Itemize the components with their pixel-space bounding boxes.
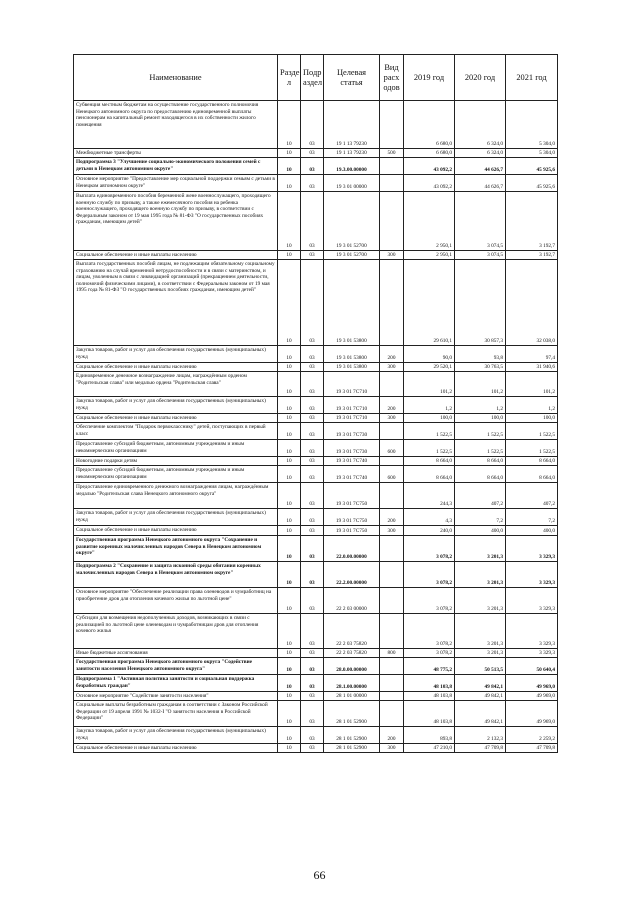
table-row: [74, 251, 558, 260]
row-value-2021: 50 640,4: [506, 658, 558, 675]
row-value-2021: 49 969,0: [506, 675, 558, 692]
table-row: [74, 346, 558, 363]
table-row: [74, 414, 558, 423]
table-row: [74, 372, 558, 397]
table-row: [74, 363, 558, 372]
row-target-article: 19 3 01 7C750: [324, 483, 380, 509]
row-name: Закупка товаров, работ и услуг для обеспечения государственных (муниципальных) нужд: [74, 397, 278, 414]
header-2021: 2021 год: [506, 55, 558, 101]
row-value-2020: 3 201,3: [455, 536, 506, 562]
row-section: 10: [278, 483, 301, 509]
table-row: [74, 101, 558, 149]
row-name: Основное мероприятие "Содействие занятости населения": [74, 692, 278, 701]
table-row: [74, 649, 558, 658]
row-target-article: 22 2 03 75820: [324, 649, 380, 658]
row-section: 10: [278, 423, 301, 440]
row-subsection: 03: [301, 701, 324, 727]
row-value-2019: 47 210,0: [404, 744, 455, 753]
row-value-2021: 100,0: [506, 414, 558, 423]
row-section: 10: [278, 363, 301, 372]
row-target-article: 19 3 01 53800: [324, 363, 380, 372]
row-target-article: 19 3 01 7C740: [324, 457, 380, 466]
table-row: [74, 614, 558, 649]
row-subsection: 03: [301, 727, 324, 744]
row-section: 10: [278, 562, 301, 588]
table-row: [74, 423, 558, 440]
row-value-2021: 49 969,0: [506, 701, 558, 727]
row-value-2019: 8 664,0: [404, 457, 455, 466]
header-2019: 2019 год: [404, 55, 455, 101]
row-target-article: 28 1 01 00000: [324, 692, 380, 701]
row-name: Закупка товаров, работ и услуг для обеспечения государственных (муниципальных) нужд: [74, 727, 278, 744]
row-value-2020: 100,0: [455, 414, 506, 423]
row-name: Подпрограмма 1 "Активная политика занятости и социальная поддержка безработных граждан": [74, 675, 278, 692]
table-row: [74, 701, 558, 727]
row-section: 10: [278, 149, 301, 158]
header-subsection: Подр аздел: [301, 55, 324, 101]
row-value-2020: 93,8: [455, 346, 506, 363]
row-value-2021: 1,2: [506, 397, 558, 414]
row-section: 10: [278, 727, 301, 744]
row-value-2019: 6 680,0: [404, 149, 455, 158]
table-row: [74, 744, 558, 753]
row-subsection: 03: [301, 614, 324, 649]
row-value-2021: 3 329,3: [506, 614, 558, 649]
row-target-article: 19 3 01 53800: [324, 346, 380, 363]
row-name: Обеспечение комплектом "Подарок первокласснику" детей, поступающих в первый класс: [74, 423, 278, 440]
row-value-2019: 1 522,5: [404, 423, 455, 440]
row-value-2019: 1,2: [404, 397, 455, 414]
row-name: Новогодние подарки детям: [74, 457, 278, 466]
row-value-2020: 47 709,8: [455, 744, 506, 753]
row-value-2019: 3 078,2: [404, 588, 455, 614]
row-target-article: 19 1 13 79230: [324, 149, 380, 158]
row-name: Субсидии для возмещения недополученных доходов, возникающих в связи с реализацией по льготной цене оленеводам и чумработницам дров для отопления кочевого жилья: [74, 614, 278, 649]
table-row: [74, 457, 558, 466]
table-row: [74, 692, 558, 701]
row-subsection: 03: [301, 251, 324, 260]
row-value-2020: 8 664,0: [455, 466, 506, 483]
row-value-2021: 2 259,2: [506, 727, 558, 744]
row-name: Государственная программа Ненецкого автономного округа "Содействие занятости населения Ненецкого автономного округа": [74, 658, 278, 675]
row-value-2020: 3 201,3: [455, 614, 506, 649]
header-name: Наименование: [74, 55, 278, 101]
row-section: 10: [278, 260, 301, 346]
row-value-2019: 101,2: [404, 372, 455, 397]
row-subsection: 03: [301, 260, 324, 346]
row-value-2021: 8 664,0: [506, 466, 558, 483]
row-section: 10: [278, 414, 301, 423]
row-expense-type: 600: [380, 466, 404, 483]
row-name: Предоставление субсидий бюджетным, автономным учреждениям и иным некоммерческим организациям: [74, 466, 278, 483]
row-value-2021: 1 522,5: [506, 423, 558, 440]
table-row: [74, 675, 558, 692]
row-subsection: 03: [301, 414, 324, 423]
row-value-2019: 6 680,0: [404, 101, 455, 149]
row-expense-type: 200: [380, 509, 404, 526]
row-name: Социальное обеспечение и иные выплаты населению: [74, 744, 278, 753]
row-target-article: 19 3 01 7C710: [324, 397, 380, 414]
table-row: [74, 158, 558, 175]
row-subsection: 03: [301, 101, 324, 149]
row-expense-type: [380, 483, 404, 509]
row-value-2021: 3 329,3: [506, 536, 558, 562]
row-value-2020: 3 074,5: [455, 192, 506, 251]
table-row: [74, 658, 558, 675]
row-target-article: 28.0.00.00000: [324, 658, 380, 675]
budget-table: [73, 54, 558, 753]
row-subsection: 03: [301, 692, 324, 701]
row-expense-type: 200: [380, 727, 404, 744]
table-row: [74, 192, 558, 251]
row-value-2021: 47 709,8: [506, 744, 558, 753]
row-value-2019: 3 078,2: [404, 649, 455, 658]
row-target-article: 19 3 01 52700: [324, 192, 380, 251]
row-target-article: 19 1 13 79230: [324, 101, 380, 149]
row-subsection: 03: [301, 457, 324, 466]
row-expense-type: [380, 536, 404, 562]
row-expense-type: [380, 675, 404, 692]
row-target-article: 22 2 03 75820: [324, 614, 380, 649]
row-section: 10: [278, 175, 301, 192]
row-target-article: 22.2.00.00000: [324, 562, 380, 588]
row-value-2021: 5 304,0: [506, 101, 558, 149]
row-name: Социальное обеспечение и иные выплаты населению: [74, 526, 278, 536]
page-number: 66: [313, 868, 326, 882]
row-value-2019: 8 664,0: [404, 466, 455, 483]
row-section: 10: [278, 192, 301, 251]
row-value-2019: 3 078,2: [404, 614, 455, 649]
row-name: Субвенция местным бюджетам на осуществление государственного полномочия Ненецкого автономного округа по предоставлению единовременной выплаты пенсионерам на капитальный ремонт находящегося в их собственности жилого помещения: [74, 101, 278, 149]
row-subsection: 03: [301, 658, 324, 675]
table-row: [74, 483, 558, 509]
row-value-2021: 3 329,3: [506, 562, 558, 588]
row-target-article: 19 3 01 00000: [324, 175, 380, 192]
row-section: 10: [278, 509, 301, 526]
row-expense-type: [380, 372, 404, 397]
row-subsection: 03: [301, 397, 324, 414]
row-section: 10: [278, 466, 301, 483]
table-row: [74, 588, 558, 614]
row-section: 10: [278, 649, 301, 658]
row-expense-type: [380, 588, 404, 614]
table-row: [74, 526, 558, 536]
row-subsection: 03: [301, 192, 324, 251]
row-expense-type: [380, 423, 404, 440]
row-subsection: 03: [301, 363, 324, 372]
row-value-2020: 1,2: [455, 397, 506, 414]
row-section: 10: [278, 251, 301, 260]
row-value-2020: 49 842,1: [455, 675, 506, 692]
row-value-2020: 101,2: [455, 372, 506, 397]
row-name: Межбюджетные трансферты: [74, 149, 278, 158]
row-value-2020: 407,2: [455, 483, 506, 509]
header-expense-type: Вид расх одов: [380, 55, 404, 101]
row-subsection: 03: [301, 158, 324, 175]
row-subsection: 03: [301, 149, 324, 158]
table-row: [74, 440, 558, 457]
row-subsection: 03: [301, 466, 324, 483]
row-expense-type: 300: [380, 363, 404, 372]
row-section: 10: [278, 701, 301, 727]
row-expense-type: [380, 658, 404, 675]
row-value-2019: 244,3: [404, 483, 455, 509]
row-value-2021: 3 192,7: [506, 251, 558, 260]
row-name: Основное мероприятие "Обеспечение реализации права оленеводов и чумработниц на приобретение дров для отопления кочевого жилья по льготной цене": [74, 588, 278, 614]
row-value-2019: 48 103,8: [404, 701, 455, 727]
row-value-2019: 43 092,2: [404, 175, 455, 192]
row-value-2019: 48 775,2: [404, 658, 455, 675]
row-value-2019: 4,3: [404, 509, 455, 526]
row-name: Основное мероприятие "Предоставление мер социальной поддержки семьям с детьми в Ненецком автономном округе": [74, 175, 278, 192]
row-subsection: 03: [301, 675, 324, 692]
row-target-article: 19.3.00.00000: [324, 158, 380, 175]
row-expense-type: 500: [380, 149, 404, 158]
row-name: Предоставление единовременного денежного вознаграждения лицам, награждённым медалью "Родительская слава Ненецкого автономного округа": [74, 483, 278, 509]
row-expense-type: [380, 562, 404, 588]
row-name: Закупка товаров, работ и услуг для обеспечения государственных (муниципальных) нужд: [74, 509, 278, 526]
row-value-2019: 48 103,8: [404, 692, 455, 701]
row-value-2020: 30 857,3: [455, 260, 506, 346]
row-value-2020: 3 201,3: [455, 649, 506, 658]
row-subsection: 03: [301, 744, 324, 753]
row-name: Закупка товаров, работ и услуг для обеспечения государственных (муниципальных) нужд: [74, 346, 278, 363]
row-name: Социальное обеспечение и иные выплаты населению: [74, 414, 278, 423]
row-subsection: 03: [301, 175, 324, 192]
row-name: Подпрограмма 2 "Сохранение и защита исконной среды обитания коренных малочисленных народов Севера в Ненецком автономном округе": [74, 562, 278, 588]
row-value-2021: 3 192,7: [506, 192, 558, 251]
row-subsection: 03: [301, 372, 324, 397]
row-section: 10: [278, 101, 301, 149]
row-name: Социальное обеспечение и иные выплаты населению: [74, 363, 278, 372]
row-section: 10: [278, 536, 301, 562]
row-target-article: 19 3 01 7C740: [324, 466, 380, 483]
row-value-2019: 2 950,1: [404, 251, 455, 260]
header-section: Разде л: [278, 55, 301, 101]
row-section: 10: [278, 614, 301, 649]
row-section: 10: [278, 440, 301, 457]
table-row: [74, 175, 558, 192]
row-section: 10: [278, 372, 301, 397]
row-expense-type: 200: [380, 346, 404, 363]
header-2020: 2020 год: [455, 55, 506, 101]
row-value-2019: 100,0: [404, 414, 455, 423]
row-name: Единовременное денежное вознаграждение лицам, награждённым орденом "Родительская слава" или медалью ордена "Родительская слава": [74, 372, 278, 397]
row-subsection: 03: [301, 526, 324, 536]
row-name: Государственная программа Ненецкого автономного округа "Сохранение и развитие коренных малочисленных народов Севера в Ненецком автономном округе": [74, 536, 278, 562]
table-row: [74, 509, 558, 526]
row-value-2021: 32 038,0: [506, 260, 558, 346]
row-value-2019: 90,0: [404, 346, 455, 363]
row-expense-type: [380, 692, 404, 701]
row-value-2021: 31 940,6: [506, 363, 558, 372]
row-subsection: 03: [301, 440, 324, 457]
row-value-2020: 400,0: [455, 526, 506, 536]
table-row: [74, 149, 558, 158]
table-row: [74, 260, 558, 346]
row-target-article: 28 1 01 52900: [324, 744, 380, 753]
row-value-2021: 45 925,6: [506, 175, 558, 192]
row-value-2020: 6 324,0: [455, 101, 506, 149]
row-target-article: 28 1 01 52900: [324, 727, 380, 744]
row-expense-type: [380, 701, 404, 727]
row-value-2021: 7,2: [506, 509, 558, 526]
row-value-2020: 1 522,5: [455, 440, 506, 457]
row-value-2020: 7,2: [455, 509, 506, 526]
row-value-2019: 3 078,2: [404, 536, 455, 562]
row-section: 10: [278, 158, 301, 175]
row-section: 10: [278, 397, 301, 414]
row-value-2020: 44 626,7: [455, 175, 506, 192]
row-value-2019: 1 522,5: [404, 440, 455, 457]
row-value-2019: 43 092,2: [404, 158, 455, 175]
row-expense-type: 600: [380, 440, 404, 457]
row-subsection: 03: [301, 649, 324, 658]
row-value-2020: 49 842,1: [455, 701, 506, 727]
row-subsection: 03: [301, 588, 324, 614]
row-section: 10: [278, 588, 301, 614]
row-subsection: 03: [301, 509, 324, 526]
row-name: Социальное обеспечение и иные выплаты населению: [74, 251, 278, 260]
row-expense-type: [380, 101, 404, 149]
row-value-2020: 30 763,5: [455, 363, 506, 372]
row-value-2021: 3 329,3: [506, 649, 558, 658]
row-target-article: 19 3 01 7C710: [324, 372, 380, 397]
row-subsection: 03: [301, 536, 324, 562]
row-expense-type: 300: [380, 414, 404, 423]
table-row: [74, 536, 558, 562]
row-target-article: 19 3 01 7C730: [324, 440, 380, 457]
table-row: [74, 727, 558, 744]
row-value-2020: 44 626,7: [455, 158, 506, 175]
row-value-2021: 49 969,0: [506, 692, 558, 701]
row-subsection: 03: [301, 483, 324, 509]
row-name: Предоставление субсидий бюджетным, автономным учреждениям и иным некоммерческим организациям: [74, 440, 278, 457]
row-target-article: 19 3 01 7C710: [324, 414, 380, 423]
budget-table-sheet: [73, 54, 557, 753]
row-value-2021: 5 304,0: [506, 149, 558, 158]
row-expense-type: [380, 614, 404, 649]
row-section: 10: [278, 346, 301, 363]
row-value-2021: 400,0: [506, 526, 558, 536]
row-value-2019: 893,8: [404, 727, 455, 744]
row-target-article: 19 3 01 52700: [324, 251, 380, 260]
row-target-article: 19 3 01 53800: [324, 260, 380, 346]
row-section: 10: [278, 526, 301, 536]
row-target-article: 22.0.00.00000: [324, 536, 380, 562]
row-expense-type: [380, 175, 404, 192]
row-value-2020: 3 201,3: [455, 562, 506, 588]
row-expense-type: 300: [380, 251, 404, 260]
table-row: [74, 562, 558, 588]
row-subsection: 03: [301, 346, 324, 363]
row-value-2019: 2 950,1: [404, 192, 455, 251]
row-value-2020: 6 324,0: [455, 149, 506, 158]
row-name: Выплата государственных пособий лицам, не подлежащим обязательному социальному страхованию на случай временной нетрудоспособности и в связи с материнством, и лицам, уволенным в связи с ликвидацией организаций (прекращением деятельности, полномочий физическими лицами), в соответствии с Федеральным законом от 19 мая 1995 года № 81-ФЗ "О государственных пособиях гражданам, имеющим детей": [74, 260, 278, 346]
row-subsection: 03: [301, 423, 324, 440]
row-target-article: 22 2 03 00000: [324, 588, 380, 614]
row-target-article: 28.1.00.00000: [324, 675, 380, 692]
header-target-article: Целевая статья: [324, 55, 380, 101]
row-name: Выплата единовременного пособия беременной жене военнослужащего, проходящего военную службу по призыву, а также ежемесячного пособия на ребенка военнослужащего, проходящего военную службу по призыву, в соответствии с Федеральным законом от 19 мая 1995 года № 81-ФЗ "О государственных пособиях гражданам, имеющим детей": [74, 192, 278, 251]
row-section: 10: [278, 744, 301, 753]
row-value-2020: 2 132,3: [455, 727, 506, 744]
row-value-2021: 3 329,3: [506, 588, 558, 614]
row-value-2020: 3 074,5: [455, 251, 506, 260]
row-value-2021: 101,2: [506, 372, 558, 397]
row-section: 10: [278, 692, 301, 701]
row-name: Иные бюджетные ассигнования: [74, 649, 278, 658]
row-value-2019: 29 610,1: [404, 260, 455, 346]
table-row: [74, 466, 558, 483]
row-value-2019: 240,0: [404, 526, 455, 536]
row-value-2019: 3 078,2: [404, 562, 455, 588]
row-value-2019: 48 103,8: [404, 675, 455, 692]
row-value-2021: 407,2: [506, 483, 558, 509]
row-expense-type: 800: [380, 649, 404, 658]
row-section: 10: [278, 457, 301, 466]
row-expense-type: [380, 158, 404, 175]
row-value-2020: 1 522,5: [455, 423, 506, 440]
row-section: 10: [278, 658, 301, 675]
table-body: [74, 101, 558, 753]
row-expense-type: 300: [380, 526, 404, 536]
row-target-article: 19 3 01 7C730: [324, 423, 380, 440]
table-row: [74, 397, 558, 414]
row-expense-type: 200: [380, 397, 404, 414]
row-target-article: 19 3 01 7C750: [324, 509, 380, 526]
row-expense-type: [380, 192, 404, 251]
row-value-2020: 8 664,0: [455, 457, 506, 466]
row-section: 10: [278, 675, 301, 692]
row-value-2020: 50 513,5: [455, 658, 506, 675]
row-expense-type: [380, 260, 404, 346]
row-value-2021: 1 522,5: [506, 440, 558, 457]
row-name: Подпрограмма 3 "Улучшение социально-экономического положения семей с детьми в Ненецком автономном округе": [74, 158, 278, 175]
row-value-2020: 3 201,3: [455, 588, 506, 614]
row-target-article: 28 1 01 52900: [324, 701, 380, 727]
row-value-2021: 8 664,0: [506, 457, 558, 466]
row-expense-type: [380, 457, 404, 466]
row-subsection: 03: [301, 562, 324, 588]
row-expense-type: 300: [380, 744, 404, 753]
row-name: Социальные выплаты безработным гражданам в соответствии с Законом Российской Федерации от 19 апреля 1991 № 1032-I "О занятости населения в Российской Федерации": [74, 701, 278, 727]
row-value-2021: 97,4: [506, 346, 558, 363]
row-target-article: 19 3 01 7C750: [324, 526, 380, 536]
row-value-2019: 29 520,1: [404, 363, 455, 372]
table-header-row: [74, 55, 558, 101]
row-value-2021: 45 925,6: [506, 158, 558, 175]
row-value-2020: 49 842,1: [455, 692, 506, 701]
